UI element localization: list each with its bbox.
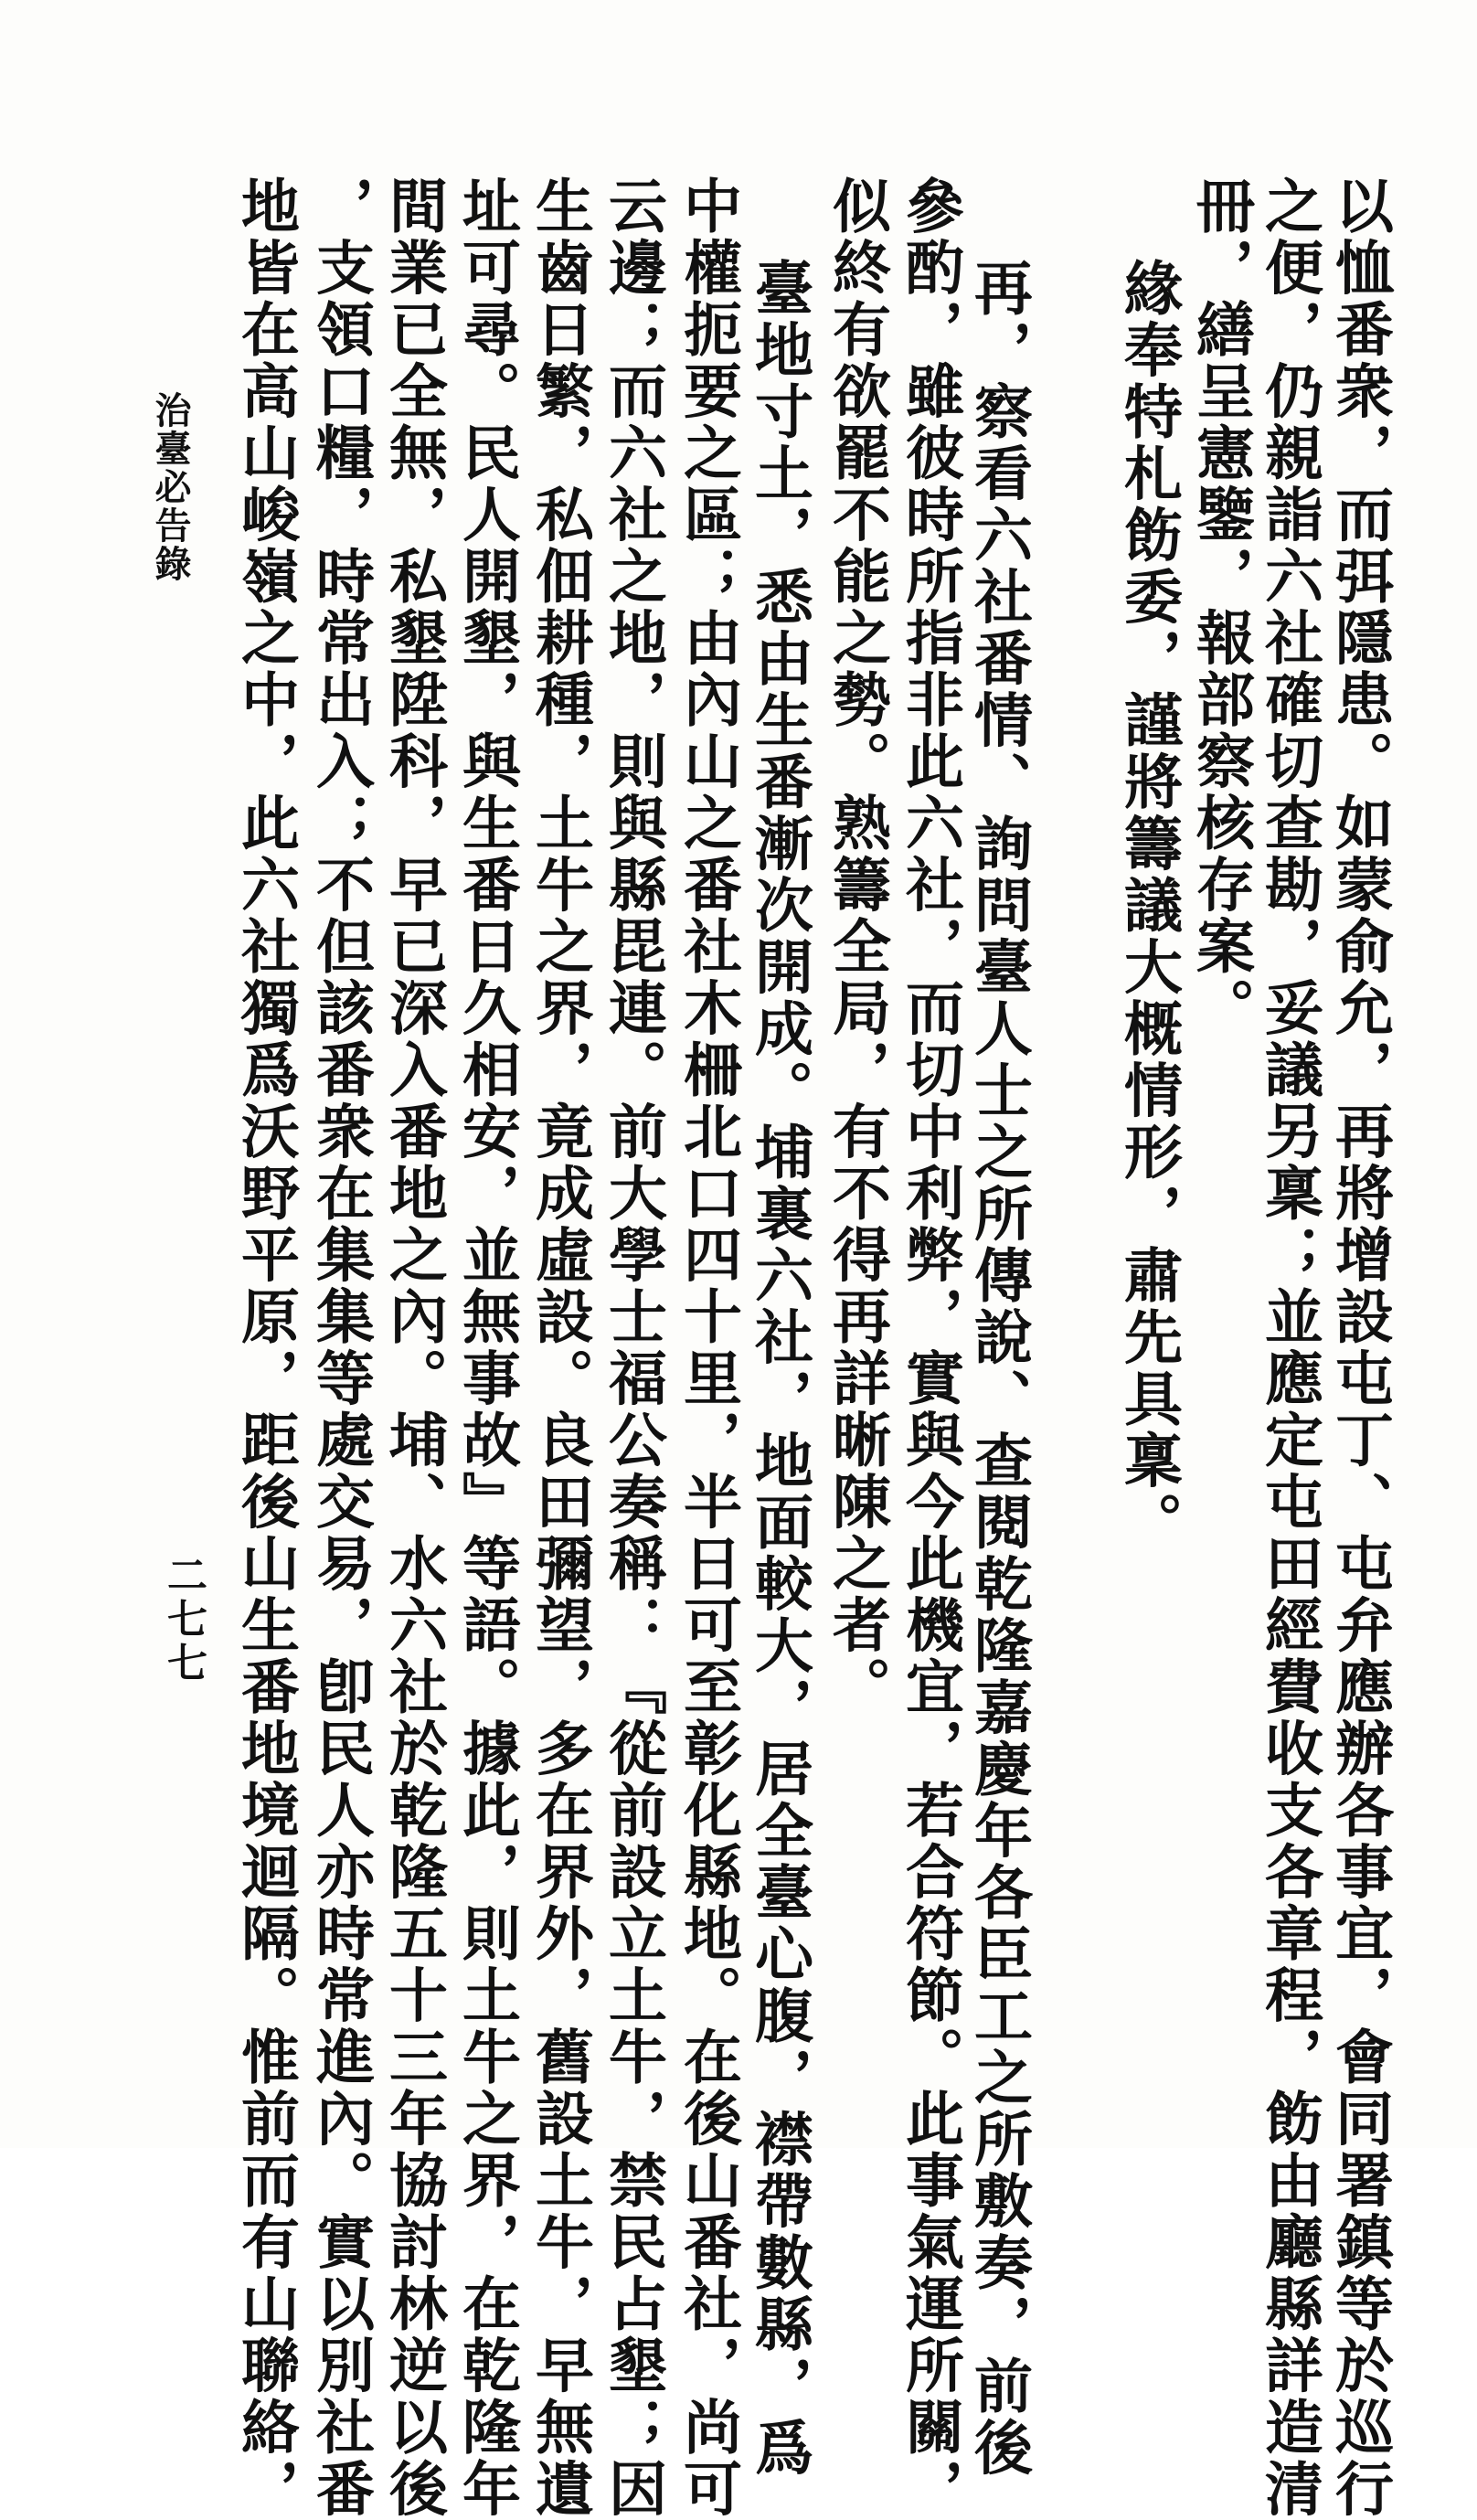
text-column-12: 址可尋。民人開墾，與生番日久相安，並無事故』等語。據此，則土牛之界，在乾隆年 bbox=[452, 175, 521, 2520]
page-number: 二七七 bbox=[160, 1554, 207, 1685]
text-column-15: 地皆在高山峻嶺之中，此六社獨爲沃野平原，距後山生番地境迴隔。惟前而有山聯絡， bbox=[231, 175, 300, 2520]
running-title: 治臺必告錄 bbox=[149, 391, 192, 583]
text-column-10: 云邊；而六社之地，則與縣毘連。前大學士福公奏稱：『從前設立土牛，禁民占墾；因 bbox=[599, 175, 667, 2520]
text-column-13: 間業已全無，私墾陞科，早已深入番地之內。埔、水六社於乾隆五十三年協討林逆以後 bbox=[379, 175, 448, 2520]
text-column-9: 中權扼要之區；由內山之番社木柵北口四十里，半日可至彰化縣地。在後山番社，尚可 bbox=[674, 175, 742, 2520]
text-column-3: 冊，繕呈憲鑒，報部察核存案。 bbox=[1186, 175, 1255, 1039]
text-column-5: 再，察看六社番情、詢問臺人士之所傳說、查閱乾隆嘉慶年各臣工之所敷奏，前後 bbox=[964, 258, 1033, 2479]
text-column-1: 以恤番衆，而弭隱患。如蒙俞允，再將增設屯丁、屯弁應辦各事宜，會同署鎮等於巡行 bbox=[1325, 175, 1394, 2520]
text-column-8: 臺地寸土，悉由生番漸次開成。埔裏六社，地面較大，居全臺心腹，襟帶數縣，爲 bbox=[745, 258, 813, 2479]
text-column-11: 生齒日繁，私佃耕種，土牛之界，竟成虛設。良田彌望，多在界外，舊設土牛，早無遺 bbox=[526, 175, 594, 2520]
text-column-2: 之便，仍親詣六社確切查勘，妥議另稟；並應定屯田經費收支各章程，飭由廳縣詳造清 bbox=[1255, 175, 1323, 2520]
text-column-7: 似終有欲罷不能之勢。熟籌全局，有不得再詳晰陳之者。 bbox=[823, 175, 891, 1718]
text-column-6: 參酌，雖彼時所指非此六社，而切中利弊，實與今此機宜，若合符節。此事氣運所關， bbox=[896, 175, 964, 2520]
text-column-14: ，支領口糧，時常出入；不但該番衆在集集等處交易，卽民人亦時常進內。實以別社番 bbox=[306, 175, 375, 2520]
text-column-4: 緣奉特札飭委，謹將籌議大概情形，肅先具稟。 bbox=[1114, 258, 1183, 1554]
